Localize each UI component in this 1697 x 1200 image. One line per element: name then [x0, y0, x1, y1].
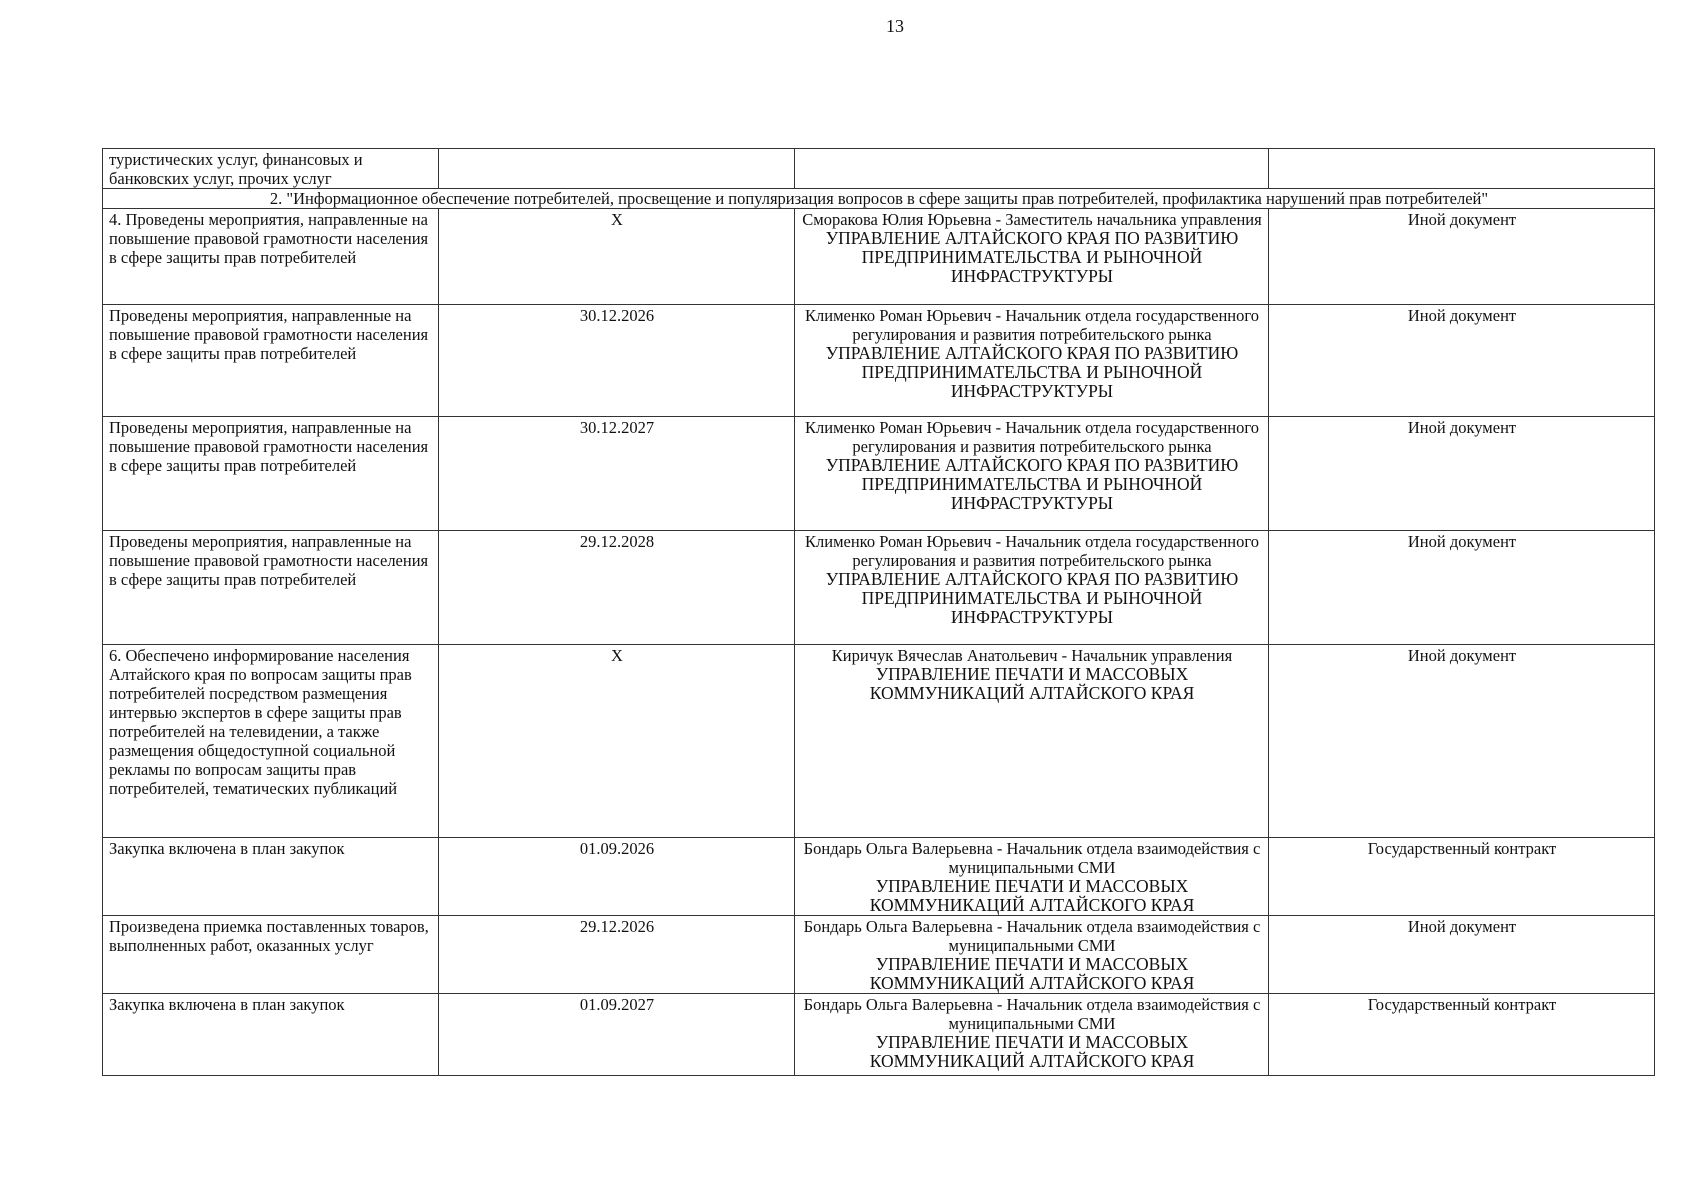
cell-date: X	[439, 645, 795, 838]
cell-result: Проведены мероприятия, направленные на повышение правовой грамотности населения в сфере защиты прав потребителей	[103, 531, 439, 645]
section-heading-row	[103, 189, 1655, 209]
section-title: 2. "Информационное обеспечение потребителей, просвещение и популяризация вопросов в сфере защиты прав потребителей, профилактика нарушений прав потребителей"	[103, 189, 1655, 209]
table-row	[103, 916, 1655, 994]
responsible-organization: УПРАВЛЕНИЕ ПЕЧАТИ И МАССОВЫХ КОММУНИКАЦИЙ АЛТАЙСКОГО КРАЯ	[869, 876, 1195, 915]
table-row	[103, 994, 1655, 1076]
responsible-person: Клименко Роман Юрьевич - Начальник отдела государственного регулирования и развития потребительского рынка	[805, 532, 1259, 570]
cell-responsible	[795, 417, 1269, 531]
responsible-person: Клименко Роман Юрьевич - Начальник отдела государственного регулирования и развития потребительского рынка	[805, 418, 1259, 456]
table-row-continued	[103, 149, 1655, 189]
cell-document: Иной документ	[1269, 305, 1655, 417]
cell-responsible	[795, 645, 1269, 838]
page-number: 13	[886, 16, 904, 36]
cell-document	[1269, 149, 1655, 189]
cell-date: 29.12.2026	[439, 916, 795, 994]
cell-document: Государственный контракт	[1269, 838, 1655, 916]
cell-date: 30.12.2027	[439, 417, 795, 531]
cell-date: 01.09.2027	[439, 994, 795, 1076]
cell-responsible	[795, 149, 1269, 189]
cell-result: Закупка включена в план закупок	[103, 994, 439, 1076]
cell-document: Государственный контракт	[1269, 994, 1655, 1076]
cell-document: Иной документ	[1269, 645, 1655, 838]
responsible-organization: УПРАВЛЕНИЕ ПЕЧАТИ И МАССОВЫХ КОММУНИКАЦИЙ АЛТАЙСКОГО КРАЯ	[869, 1032, 1195, 1071]
cell-document: Иной документ	[1269, 209, 1655, 305]
table-row	[103, 838, 1655, 916]
responsible-organization: УПРАВЛЕНИЕ АЛТАЙСКОГО КРАЯ ПО РАЗВИТИЮ ПРЕДПРИНИМАТЕЛЬСТВА И РЫНОЧНОЙ ИНФРАСТРУКТУРЫ	[825, 228, 1239, 286]
responsible-organization: УПРАВЛЕНИЕ ПЕЧАТИ И МАССОВЫХ КОММУНИКАЦИЙ АЛТАЙСКОГО КРАЯ	[869, 664, 1195, 703]
cell-date: 01.09.2026	[439, 838, 795, 916]
cell-result: 4. Проведены мероприятия, направленные на повышение правовой грамотности населения в сфере защиты прав потребителей	[103, 209, 439, 305]
cell-date: X	[439, 209, 795, 305]
responsible-person: Бондарь Ольга Валерьевна - Начальник отдела взаимодействия с муниципальными СМИ	[803, 917, 1261, 955]
cell-responsible	[795, 916, 1269, 994]
responsible-organization: УПРАВЛЕНИЕ ПЕЧАТИ И МАССОВЫХ КОММУНИКАЦИЙ АЛТАЙСКОГО КРАЯ	[869, 954, 1195, 993]
responsible-person: Клименко Роман Юрьевич - Начальник отдела государственного регулирования и развития потребительского рынка	[805, 306, 1259, 344]
cell-responsible	[795, 209, 1269, 305]
cell-responsible	[795, 305, 1269, 417]
responsible-person: Бондарь Ольга Валерьевна - Начальник отдела взаимодействия с муниципальными СМИ	[803, 995, 1261, 1033]
cell-responsible	[795, 994, 1269, 1076]
cell-responsible	[795, 531, 1269, 645]
cell-result: Проведены мероприятия, направленные на повышение правовой грамотности населения в сфере защиты прав потребителей	[103, 417, 439, 531]
responsible-person: Сморакова Юлия Юрьевна - Заместитель начальника управления	[802, 210, 1262, 229]
cell-document: Иной документ	[1269, 417, 1655, 531]
cell-document: Иной документ	[1269, 531, 1655, 645]
responsible-organization: УПРАВЛЕНИЕ АЛТАЙСКОГО КРАЯ ПО РАЗВИТИЮ ПРЕДПРИНИМАТЕЛЬСТВА И РЫНОЧНОЙ ИНФРАСТРУКТУРЫ	[825, 343, 1239, 401]
responsible-person: Бондарь Ольга Валерьевна - Начальник отдела взаимодействия с муниципальными СМИ	[803, 839, 1261, 877]
plan-table	[102, 148, 1655, 1076]
table-row	[103, 417, 1655, 531]
responsible-organization: УПРАВЛЕНИЕ АЛТАЙСКОГО КРАЯ ПО РАЗВИТИЮ ПРЕДПРИНИМАТЕЛЬСТВА И РЫНОЧНОЙ ИНФРАСТРУКТУРЫ	[825, 455, 1239, 513]
table-row	[103, 305, 1655, 417]
table-row	[103, 209, 1655, 305]
cell-date: 29.12.2028	[439, 531, 795, 645]
cell-responsible	[795, 838, 1269, 916]
table-row	[103, 645, 1655, 838]
cell-result: туристических услуг, финансовых и банковских услуг, прочих услуг	[103, 149, 439, 189]
responsible-person: Киричук Вячеслав Анатольевич - Начальник управления	[831, 646, 1233, 665]
cell-result: Закупка включена в план закупок	[103, 838, 439, 916]
cell-date: 30.12.2026	[439, 305, 795, 417]
table-row	[103, 531, 1655, 645]
cell-result: Проведены мероприятия, направленные на повышение правовой грамотности населения в сфере защиты прав потребителей	[103, 305, 439, 417]
cell-result: Произведена приемка поставленных товаров, выполненных работ, оказанных услуг	[103, 916, 439, 994]
cell-result: 6. Обеспечено информирование населения Алтайского края по вопросам защиты прав потребителей посредством размещения интервью экспертов в сфере защиты прав потребителей на телевидении, а также размещения общедоступной социальной рекламы по вопросам защиты прав потребителей, тематических публикаций	[103, 645, 439, 838]
cell-document: Иной документ	[1269, 916, 1655, 994]
responsible-organization: УПРАВЛЕНИЕ АЛТАЙСКОГО КРАЯ ПО РАЗВИТИЮ ПРЕДПРИНИМАТЕЛЬСТВА И РЫНОЧНОЙ ИНФРАСТРУКТУРЫ	[825, 569, 1239, 627]
cell-date	[439, 149, 795, 189]
